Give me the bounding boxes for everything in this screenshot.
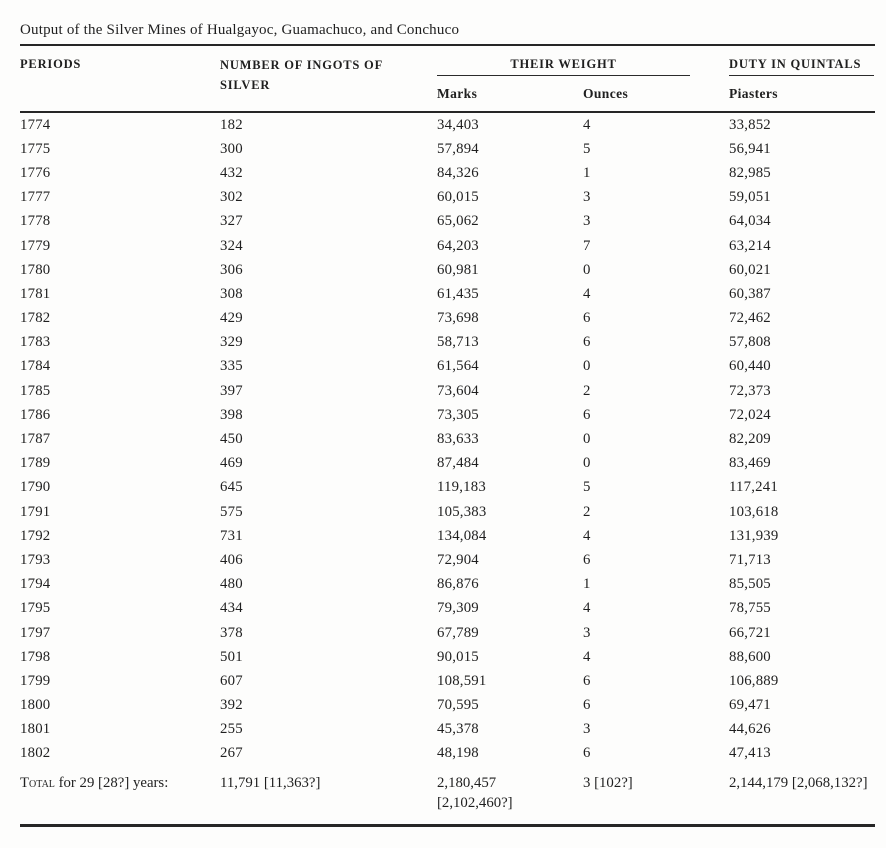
cell-marks: 87,484 xyxy=(437,455,479,472)
cell-ingots: 302 xyxy=(220,189,243,206)
table-row xyxy=(20,161,875,185)
cell-ounces: 6 xyxy=(583,334,591,351)
cell-marks: 72,904 xyxy=(437,551,479,568)
col-header-ingots xyxy=(220,46,437,112)
col-group-weight xyxy=(437,46,729,76)
cell-ingots: 645 xyxy=(220,479,243,496)
cell-piasters: 60,440 xyxy=(729,358,771,375)
cell-piasters: 71,713 xyxy=(729,551,771,568)
table-row xyxy=(20,645,875,669)
cell-period: 1793 xyxy=(20,551,51,568)
cell-ounces: 6 xyxy=(583,406,591,423)
cell-marks: 64,203 xyxy=(437,237,479,254)
cell-piasters: 33,852 xyxy=(729,116,771,133)
table-row xyxy=(20,137,875,161)
table-row xyxy=(20,573,875,597)
cell-period: 1778 xyxy=(20,213,51,230)
cell-ingots: 450 xyxy=(220,431,243,448)
cell-period: 1787 xyxy=(20,431,51,448)
cell-period: 1801 xyxy=(20,721,51,738)
table-row xyxy=(20,524,875,548)
col-header-periods: PERIODS xyxy=(20,46,220,112)
cell-marks: 67,789 xyxy=(437,624,479,641)
cell-marks: 65,062 xyxy=(437,213,479,230)
total-row xyxy=(20,766,875,826)
cell-marks: 134,084 xyxy=(437,527,487,544)
cell-period: 1799 xyxy=(20,672,51,689)
cell-marks: 61,564 xyxy=(437,358,479,375)
cell-piasters: 66,721 xyxy=(729,624,771,641)
cell-period: 1774 xyxy=(20,116,51,133)
cell-ingots: 432 xyxy=(220,164,243,181)
cell-ounces: 0 xyxy=(583,358,591,375)
cell-ingots: 378 xyxy=(220,624,243,641)
table-row xyxy=(20,427,875,451)
cell-marks: 34,403 xyxy=(437,116,479,133)
cell-ingots: 398 xyxy=(220,406,243,423)
cell-period: 1782 xyxy=(20,310,51,327)
cell-marks: 84,326 xyxy=(437,164,479,181)
cell-ingots: 182 xyxy=(220,116,243,133)
cell-ounces: 5 xyxy=(583,140,591,157)
table-row xyxy=(20,355,875,379)
cell-ounces: 6 xyxy=(583,551,591,568)
cell-ounces: 0 xyxy=(583,431,591,448)
cell-piasters: 88,600 xyxy=(729,648,771,665)
cell-piasters: 85,505 xyxy=(729,576,771,593)
table-row xyxy=(20,186,875,210)
cell-period: 1776 xyxy=(20,164,51,181)
table-row xyxy=(20,597,875,621)
cell-piasters: 106,889 xyxy=(729,672,779,689)
cell-ingots: 329 xyxy=(220,334,243,351)
cell-period: 1791 xyxy=(20,503,51,520)
cell-piasters: 60,021 xyxy=(729,261,771,278)
cell-piasters: 69,471 xyxy=(729,697,771,714)
cell-piasters: 72,373 xyxy=(729,382,771,399)
cell-period: 1789 xyxy=(20,455,51,472)
cell-ingots: 434 xyxy=(220,600,243,617)
cell-ounces: 0 xyxy=(583,261,591,278)
cell-marks: 57,894 xyxy=(437,140,479,157)
cell-ounces: 6 xyxy=(583,310,591,327)
cell-piasters: 60,387 xyxy=(729,285,771,302)
total-label-word: Total xyxy=(20,775,55,792)
cell-marks: 60,981 xyxy=(437,261,479,278)
table-row xyxy=(20,210,875,234)
cell-ounces: 7 xyxy=(583,237,591,254)
cell-marks: 83,633 xyxy=(437,431,479,448)
cell-marks: 73,604 xyxy=(437,382,479,399)
cell-marks: 108,591 xyxy=(437,672,487,689)
cell-piasters: 72,024 xyxy=(729,406,771,423)
cell-piasters: 57,808 xyxy=(729,334,771,351)
col-header-marks: Marks xyxy=(437,76,583,112)
cell-marks: 60,015 xyxy=(437,189,479,206)
cell-ounces: 5 xyxy=(583,479,591,496)
cell-ingots: 406 xyxy=(220,551,243,568)
cell-ingots: 501 xyxy=(220,648,243,665)
cell-ounces: 2 xyxy=(583,382,591,399)
table-footer xyxy=(20,766,875,826)
cell-marks: 105,383 xyxy=(437,503,487,520)
cell-piasters: 78,755 xyxy=(729,600,771,617)
cell-period: 1781 xyxy=(20,285,51,302)
cell-ingots: 324 xyxy=(220,237,243,254)
cell-ounces: 0 xyxy=(583,455,591,472)
cell-ounces: 3 xyxy=(583,721,591,738)
table-row xyxy=(20,403,875,427)
cell-marks: 61,435 xyxy=(437,285,479,302)
cell-ingots: 731 xyxy=(220,527,243,544)
cell-marks: 73,305 xyxy=(437,406,479,423)
cell-period: 1777 xyxy=(20,189,51,206)
cell-ounces: 6 xyxy=(583,745,591,762)
cell-ingots: 429 xyxy=(220,310,243,327)
cell-period: 1783 xyxy=(20,334,51,351)
cell-ounces: 6 xyxy=(583,672,591,689)
table-row xyxy=(20,742,875,766)
cell-ounces: 2 xyxy=(583,503,591,520)
cell-period: 1792 xyxy=(20,527,51,544)
cell-marks: 86,876 xyxy=(437,576,479,593)
cell-marks: 70,595 xyxy=(437,697,479,714)
cell-ingots: 308 xyxy=(220,285,243,302)
total-ingots: 11,791 [11,363?] xyxy=(220,766,437,826)
cell-ounces: 4 xyxy=(583,116,591,133)
cell-period: 1795 xyxy=(20,600,51,617)
table-row xyxy=(20,258,875,282)
cell-ingots: 469 xyxy=(220,455,243,472)
col-header-piasters: Piasters xyxy=(729,76,875,112)
cell-ingots: 335 xyxy=(220,358,243,375)
cell-ingots: 255 xyxy=(220,721,243,738)
cell-ingots: 480 xyxy=(220,576,243,593)
cell-ingots: 397 xyxy=(220,382,243,399)
table-row xyxy=(20,500,875,524)
cell-period: 1800 xyxy=(20,697,51,714)
cell-piasters: 64,034 xyxy=(729,213,771,230)
cell-period: 1779 xyxy=(20,237,51,254)
cell-ingots: 607 xyxy=(220,672,243,689)
cell-period: 1794 xyxy=(20,576,51,593)
table-row xyxy=(20,621,875,645)
cell-marks: 58,713 xyxy=(437,334,479,351)
cell-piasters: 72,462 xyxy=(729,310,771,327)
total-piasters: 2,144,179 [2,068,132?] xyxy=(729,766,875,826)
cell-piasters: 59,051 xyxy=(729,189,771,206)
cell-ounces: 4 xyxy=(583,648,591,665)
table-row xyxy=(20,452,875,476)
cell-piasters: 82,985 xyxy=(729,164,771,181)
cell-ounces: 4 xyxy=(583,600,591,617)
table-row xyxy=(20,379,875,403)
total-label xyxy=(20,766,220,826)
cell-ounces: 3 xyxy=(583,189,591,206)
col-group-weight-label: THEIR WEIGHT xyxy=(437,57,690,76)
cell-ingots: 392 xyxy=(220,697,243,714)
cell-ounces: 1 xyxy=(583,576,591,593)
cell-ounces: 4 xyxy=(583,527,591,544)
cell-period: 1780 xyxy=(20,261,51,278)
col-group-duty-label: DUTY IN QUINTALS xyxy=(729,57,874,76)
cell-piasters: 117,241 xyxy=(729,479,778,496)
table-caption: Output of the Silver Mines of Hualgayoc, Guamachuco, and Conchuco xyxy=(20,21,875,46)
cell-ounces: 3 xyxy=(583,213,591,230)
total-label-rest: for 29 [28?] years: xyxy=(54,775,169,792)
cell-marks: 73,698 xyxy=(437,310,479,327)
cell-ounces: 1 xyxy=(583,164,591,181)
cell-ingots: 306 xyxy=(220,261,243,278)
cell-period: 1802 xyxy=(20,745,51,762)
cell-period: 1784 xyxy=(20,358,51,375)
col-header-ounces: Ounces xyxy=(583,76,729,112)
table-header xyxy=(20,46,875,112)
cell-piasters: 44,626 xyxy=(729,721,771,738)
cell-ounces: 6 xyxy=(583,697,591,714)
cell-piasters: 56,941 xyxy=(729,140,771,157)
cell-ounces: 4 xyxy=(583,285,591,302)
table-row xyxy=(20,234,875,258)
table-body xyxy=(20,112,875,766)
cell-ingots: 575 xyxy=(220,503,243,520)
cell-period: 1798 xyxy=(20,648,51,665)
cell-piasters: 83,469 xyxy=(729,455,771,472)
total-marks xyxy=(437,766,583,826)
cell-period: 1786 xyxy=(20,406,51,423)
cell-period: 1785 xyxy=(20,382,51,399)
cell-piasters: 63,214 xyxy=(729,237,771,254)
cell-marks: 79,309 xyxy=(437,600,479,617)
total-marks-line1: 2,180,457 xyxy=(437,775,497,792)
col-header-ingots-label: NUMBER OF INGOTS OF SILVER xyxy=(220,58,383,92)
cell-marks: 45,378 xyxy=(437,721,479,738)
table-row xyxy=(20,548,875,572)
group-header-row xyxy=(20,46,875,76)
cell-period: 1790 xyxy=(20,479,51,496)
cell-ingots: 300 xyxy=(220,140,243,157)
col-group-duty xyxy=(729,46,875,76)
table-row xyxy=(20,718,875,742)
table-row xyxy=(20,476,875,500)
table-row xyxy=(20,331,875,355)
cell-period: 1797 xyxy=(20,624,51,641)
total-marks-line2: [2,102,460?] xyxy=(437,794,513,811)
document-page xyxy=(20,0,875,827)
table-row xyxy=(20,694,875,718)
cell-piasters: 82,209 xyxy=(729,431,771,448)
silver-mines-table xyxy=(20,46,875,827)
cell-marks: 119,183 xyxy=(437,479,486,496)
table-row xyxy=(20,112,875,137)
cell-ounces: 3 xyxy=(583,624,591,641)
cell-period: 1775 xyxy=(20,140,51,157)
cell-ingots: 267 xyxy=(220,745,243,762)
table-row xyxy=(20,669,875,693)
cell-piasters: 103,618 xyxy=(729,503,779,520)
cell-piasters: 131,939 xyxy=(729,527,779,544)
cell-piasters: 47,413 xyxy=(729,745,771,762)
table-row xyxy=(20,282,875,306)
cell-ingots: 327 xyxy=(220,213,243,230)
table-row xyxy=(20,307,875,331)
cell-marks: 48,198 xyxy=(437,745,479,762)
cell-marks: 90,015 xyxy=(437,648,479,665)
total-ounces: 3 [102?] xyxy=(583,766,729,826)
